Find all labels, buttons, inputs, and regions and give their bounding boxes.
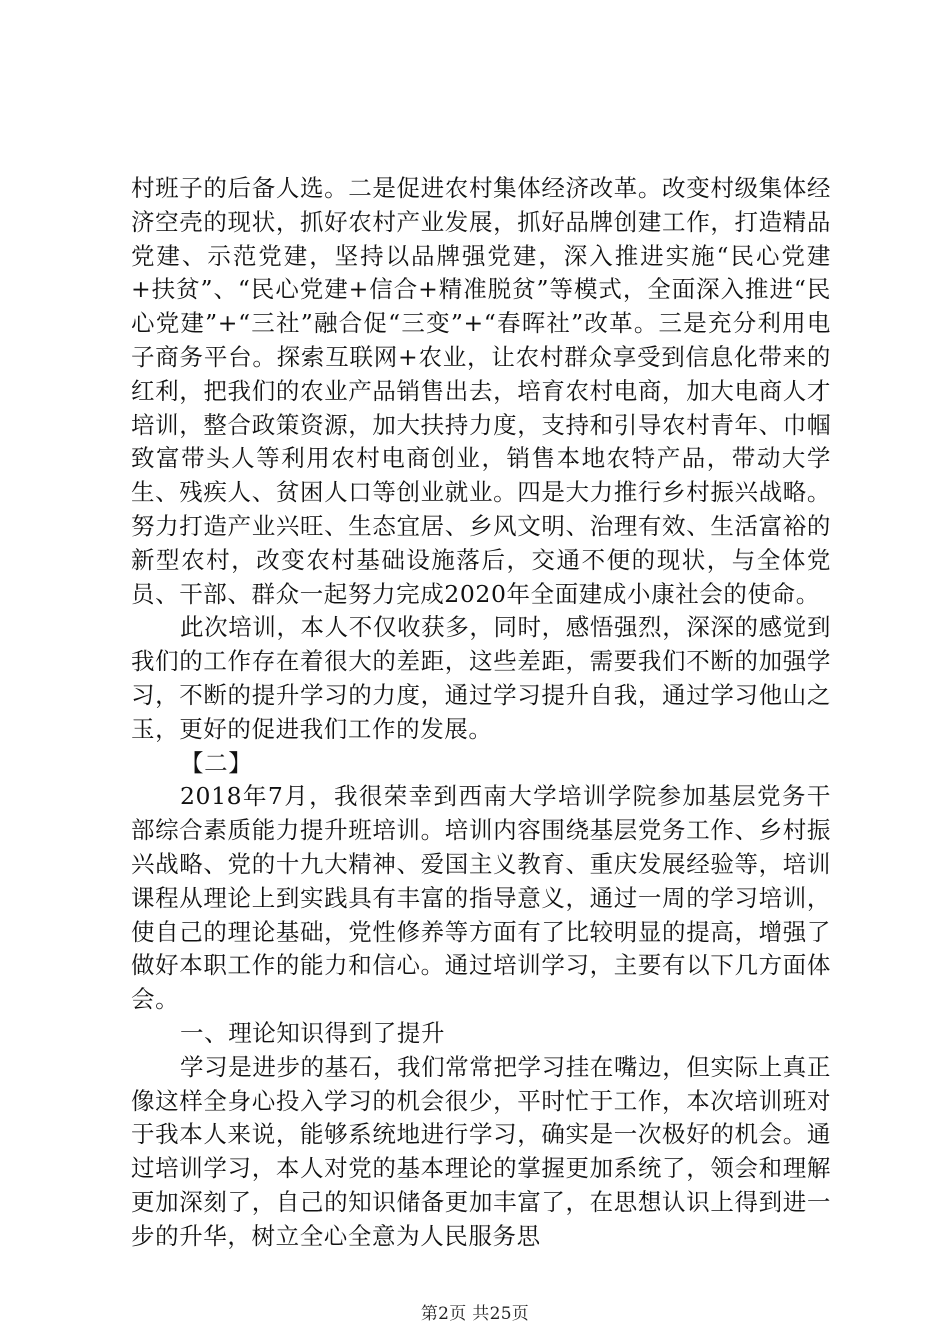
paragraph-rural-reform: 村班子的后备人选。二是促进农村集体经济改革。改变村级集体经济空壳的现状，抓好农村产业发展，抓好品牌创建工作，打造精品党建、示范党建，坚持以品牌强党建，深入推进实施“民心党建+扶贫”、“民心党建+信合+精准脱贫”等模式，全面深入推进“民心党建”+“三社”融合促“三变”+“春晖社”改革。三是充分利用电子商务平台。探索互联网+农业，让农村群众享受到信息化带来的红利，把我们的农业产品销售出去，培育农村电商，加大电商人才培训，整合政策资源，加大扶持力度，支持和引导农村青年、巾帼致富带头人等利用农村电商创业，销售本地农特产品，带动大学生、残疾人、贫困人口等创业就业。四是大力推行乡村振兴战略。努力打造产业兴旺、生态宜居、乡风文明、治理有效、生活富裕的新型农村，改变农村基础设施落后，交通不便的现状，与全体党员、干部、群众一起努力完成2020年全面建成小康社会的使命。 xyxy=(131,174,831,608)
section-heading-two: 【二】 xyxy=(180,748,253,777)
page-number-footer: 第2页 共25页 xyxy=(420,1304,530,1324)
subheading-theory-knowledge: 一、理论知识得到了提升 xyxy=(180,1018,446,1047)
paragraph-learning-cornerstone: 学习是进步的基石，我们常常把学习挂在嘴边，但实际上真正像这样全身心投入学习的机会很少，平时忙于工作，本次培训班对于我本人来说，能够系统地进行学习，确实是一次极好的机会。通过培训学习，本人对党的基本理论的掌握更加系统了，领会和理解更加深刻了，自己的知识储备更加丰富了，在思想认识上得到进一步的升华，树立全心全意为人民服务思 xyxy=(131,1052,831,1250)
paragraph-training-intro: 2018年7月，我很荣幸到西南大学培训学院参加基层党务干部综合素质能力提升班培训。培训内容围绕基层党务工作、乡村振兴战略、党的十九大精神、爱国主义教育、重庆发展经验等，培训课程从理论上到实践具有丰富的指导意义，通过一周的学习培训，使自己的理论基础，党性修养等方面有了比较明显的提高，增强了做好本职工作的能力和信心。通过培训学习，主要有以下几方面体会。 xyxy=(131,782,831,1014)
document-body xyxy=(131,172,831,1254)
paragraph-training-reflection: 此次培训，本人不仅收获多，同时，感悟强烈，深深的感觉到我们的工作存在着很大的差距，这些差距，需要我们不断的加强学习，不断的提升学习的力度，通过学习提升自我，通过学习他山之玉，更好的促进我们工作的发展。 xyxy=(131,613,831,743)
